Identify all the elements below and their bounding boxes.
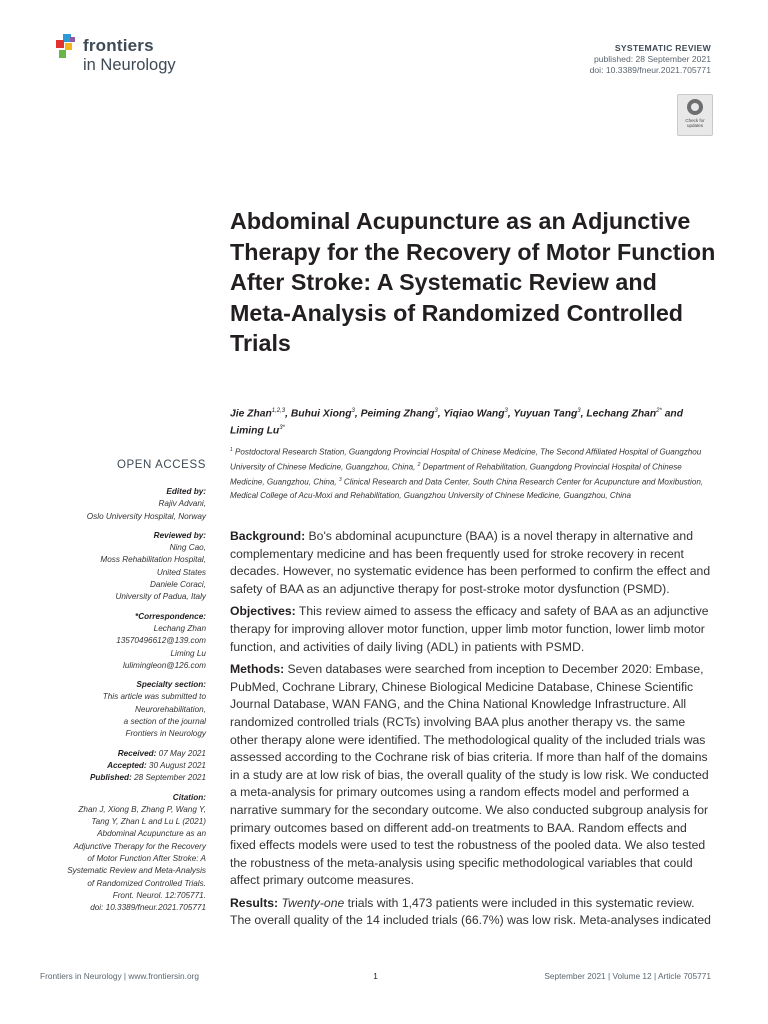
reviewed-by-line: United States xyxy=(156,567,206,577)
page-footer xyxy=(40,971,711,985)
citation-label: Citation: xyxy=(172,792,206,802)
citation-line: Zhan J, Xiong B, Zhang P, Wang Y, xyxy=(78,804,206,814)
journal-name: in Neurology xyxy=(83,56,176,74)
author-name[interactable]: Liming Lu xyxy=(230,425,280,437)
date-label: Received: xyxy=(117,748,157,758)
author-name[interactable]: Buhui Xiong xyxy=(290,408,352,420)
affiliation-text: Clinical Research and Data Center, South China Research Center for Acupuncture and Moxibustion, Medical College of Acu-Moxi and Rehabilitation, Guangzhou University of Chinese Medicine, Guangzhou, China xyxy=(230,477,704,501)
reviewed-by-label: Reviewed by: xyxy=(153,530,206,540)
edited-by-label: Edited by: xyxy=(166,487,206,496)
affiliation-number: 1 xyxy=(230,447,233,453)
citation-line: Front. Neurol. 12:705771. xyxy=(112,890,206,900)
reviewed-by-line: Daniele Coraci, xyxy=(150,580,206,590)
abstract-heading: Methods: xyxy=(230,662,285,677)
abstract-section xyxy=(230,603,711,656)
affiliation-number: 2 xyxy=(417,462,421,469)
abstract-text: Bo's abdominal acupuncture (BAA) is a novel therapy in alternative and complementary medicine and has been frequently used for stroke recovery in recent decades. However, no systematic evidence has been performed to confirm the effect and safety of BAA as an adjunctive therapy for post-stroke motor dysfunction (PSMD). xyxy=(230,529,711,596)
author-affil-ref: 3 xyxy=(504,408,508,414)
date-row xyxy=(40,760,206,772)
author-name[interactable]: Yuyuan Tang xyxy=(513,408,578,420)
reviewed-by-line: University of Padua, Italy xyxy=(115,592,206,602)
citation-line: Tang Y, Zhan L and Lu L (2021) xyxy=(91,817,206,827)
citation-line: Adjunctive Therapy for the Recovery xyxy=(73,841,206,851)
edited-by-line: Rajiv Advani, xyxy=(158,499,206,509)
abstract-text: Seven databases were searched from inception to December 2020: Embase, PubMed, Cochrane Library, Chinese Biological Medicine Database, Chinese Scientific Journal Database, WAN FANG, and the China National Knowledge Infrastructure. All randomized controlled trials (RCTs) involving BAA plus another therapy vs. the same other therapy alone were identified. The methodological quality of the included trials was assessed according to the Cochrane risk of bias criteria. If more than half of the domains in a study are at low risk of bias, the overall quality of the study is low risk. We conducted a meta-analysis for primary outcomes using a random effects model and performed a narrative summary for the secondary outcome. We also conducted subgroup analysis for primary outcomes based on different add-on treatments to BAA. Random effects and fixed effects models were used to test the robustness of the pooled data. We also tested the robustness of the meta-analysis using specific methodological variables that could affect primary outcome measures. xyxy=(230,662,709,888)
specialty-line: Frontiers in Neurology xyxy=(125,729,206,739)
specialty-line: a section of the journal xyxy=(123,717,206,727)
specialty-line: This article was submitted to xyxy=(102,692,206,702)
article-title: Abdominal Acupuncture as an Adjunctive Therapy for the Recovery of Motor Function After Stroke: A Systematic Review and Meta-Analysis of Randomized Controlled Trials xyxy=(230,208,716,356)
reviewed-by-line: Ning Cao, xyxy=(169,543,206,553)
author-name[interactable]: Lechang Zhan xyxy=(586,408,657,420)
abstract-text: trials with 1,473 patients were included in this systematic review. The overall quality of the 14 included trials (66.7%) was low risk. Meta-analyses indicated xyxy=(230,895,711,928)
abstract-text: This review aimed to assess the efficacy and safety of BAA as an adjunctive therapy for improving allover motor function, upper limb motor function, lower limb motor function, and activities of daily living (ADL) in patients with PSMD. xyxy=(230,604,709,654)
footer-issue-info: September 2021 | Volume 12 | Article 705771 xyxy=(544,971,711,981)
journal-logo[interactable] xyxy=(56,32,216,82)
date-value: 07 May 2021 xyxy=(156,748,206,758)
page-number: 1 xyxy=(373,971,378,981)
affiliation-number: 3 xyxy=(338,477,342,484)
correspondence-label: *Correspondence: xyxy=(135,611,206,621)
author-affil-ref: 3 xyxy=(434,408,438,414)
date-row xyxy=(40,772,206,784)
date-value: 30 August 2021 xyxy=(146,760,206,770)
spacer xyxy=(40,785,206,792)
correspondence-line: Lechang Zhan xyxy=(153,623,206,633)
check-updates-icon xyxy=(687,99,703,115)
spacer xyxy=(40,741,206,748)
abstract-heading: Objectives: xyxy=(230,604,296,619)
specialty-label: Specialty section: xyxy=(136,680,206,690)
abstract-heading: Results: xyxy=(230,895,279,910)
journal-brand: frontiers xyxy=(83,36,154,55)
author-name[interactable]: Peiming Zhang xyxy=(360,408,435,420)
author-name[interactable]: Jie Zhan xyxy=(230,408,272,420)
affiliation-text: Postdoctoral Research Station, Guangdong Provincial Hospital of Chinese Medicine, The Second Affiliated Hospital of Guangzhou University of Chinese Medicine, Guangzhou, China, xyxy=(230,447,702,472)
abstract-section xyxy=(230,528,711,598)
open-access-label: OPEN ACCESS xyxy=(116,459,206,471)
correspondence-line: Liming Lu xyxy=(170,648,206,658)
date-value: 28 September 2021 xyxy=(131,773,206,783)
footer-journal-link[interactable]: Frontiers in Neurology | www.frontiersin.org xyxy=(40,971,199,981)
author-affil-ref: 3 xyxy=(351,408,355,414)
citation-line: of Motor Function After Stroke: A xyxy=(87,854,206,864)
date-label: Published: xyxy=(89,773,132,783)
check-updates-label: Check for updates xyxy=(685,118,705,128)
reviewed-by-line: Moss Rehabilitation Hospital, xyxy=(100,555,206,565)
specialty-line: Neurorehabilitation, xyxy=(134,704,206,714)
affiliation-text: Department of Rehabilitation, Guangdong Provincial Hospital of Chinese Medicine, Guangzhou, China, xyxy=(230,462,682,487)
article-doi[interactable]: doi: 10.3389/fneur.2021.705771 xyxy=(589,65,711,76)
article-info-sidebar xyxy=(40,486,206,915)
article-meta xyxy=(590,43,711,77)
author-affil-ref: 1,2,3 xyxy=(271,408,286,414)
citation-line: Abdominal Acupuncture as an xyxy=(97,829,206,839)
email-link[interactable]: 13570496612@139.com xyxy=(116,636,206,646)
article-type: SYSTEMATIC REVIEW xyxy=(614,43,711,53)
edited-by-line: Oslo University Hospital, Norway xyxy=(86,511,206,521)
author-affil-ref: 3 xyxy=(577,408,581,414)
email-link[interactable]: lulimingleon@126.com xyxy=(123,660,206,670)
abstract-section xyxy=(230,895,711,930)
author-list: Jie Zhan$^{1,2,3}$, Buhui Xiong$^3$, Peiming Zhang$^3$, Yiqiao Wang$^3$, Yuyuan Tang$^3$, Lechang Zhan$^{2*}$ and Liming $Lu^{3*}$ xyxy=(230,408,683,437)
abstract-section xyxy=(230,661,711,890)
date-row xyxy=(40,748,206,760)
published-date: published: 28 September 2021 xyxy=(593,54,711,65)
frontiers-logo-icon xyxy=(56,34,80,60)
citation-line: of Randomized Controlled Trials. xyxy=(87,878,206,888)
citation-line: doi: 10.3389/fneur.2021.705771 xyxy=(90,903,206,913)
spacer xyxy=(40,523,206,530)
abstract xyxy=(230,528,711,935)
author-affil-ref: 3* xyxy=(279,425,285,432)
date-label: Accepted: xyxy=(107,760,147,770)
citation-line: Systematic Review and Meta-Analysis xyxy=(67,866,206,876)
affiliations xyxy=(230,444,710,503)
author-name[interactable]: Yiqiao Wang xyxy=(443,408,505,420)
spacer xyxy=(40,672,206,679)
spacer xyxy=(40,604,206,611)
check-for-updates-button[interactable] xyxy=(677,94,713,136)
abstract-emphasis: Twenty-one xyxy=(281,895,345,910)
abstract-heading: Background: xyxy=(230,529,306,543)
author-affil-ref: 2* xyxy=(656,408,662,414)
